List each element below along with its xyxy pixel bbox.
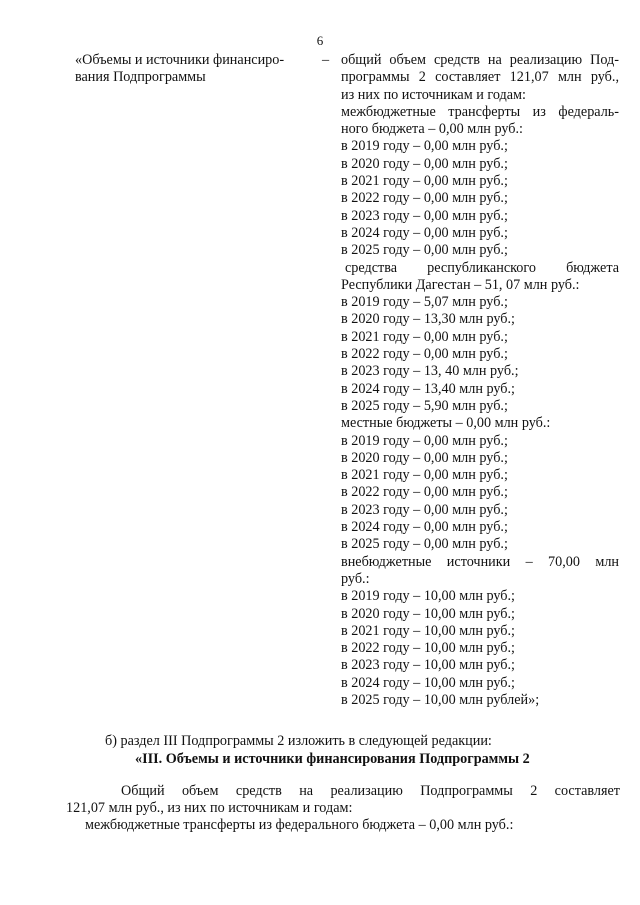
year-line: в 2019 году – 0,00 млн руб.; — [341, 138, 508, 155]
year-line: в 2023 году – 0,00 млн руб.; — [341, 207, 508, 224]
section-paragraph — [66, 782, 620, 835]
extrabudget-years-list — [341, 588, 619, 709]
year-line: в 2023 году – 13, 40 млн руб.; — [341, 363, 519, 380]
federal-total: ного бюджета – 0,00 млн руб.: — [341, 121, 523, 138]
year-line: в 2025 году – 10,00 млн рублей»; — [341, 691, 540, 708]
year-line: в 2021 году – 10,00 млн руб.; — [341, 622, 516, 639]
amendment-instruction: б) раздел III Подпрограммы 2 изложить в следующей редакции: — [105, 733, 492, 749]
year-line: в 2020 году – 10,00 млн руб.; — [341, 605, 516, 622]
year-line: в 2022 году – 0,00 млн руб.; — [341, 190, 508, 207]
year-line: в 2023 году – 10,00 млн руб.; — [341, 657, 516, 674]
year-line: в 2019 году – 5,07 млн руб.; — [341, 294, 508, 311]
total-line: из них по источникам и годам: — [341, 86, 526, 103]
year-line: в 2024 году – 10,00 млн руб.; — [341, 674, 516, 691]
year-line: в 2019 году – 0,00 млн руб.; — [341, 432, 508, 449]
republic-total: Республики Дагестан – 51, 07 млн руб.: — [341, 276, 580, 293]
section-heading: «III. Объемы и источники финансирования Подпрограммы 2 — [135, 751, 530, 768]
year-line: в 2021 году – 0,00 млн руб.; — [341, 328, 508, 345]
federal-header: межбюджетные трансферты из федераль- — [341, 103, 619, 120]
year-line: в 2020 году – 0,00 млн руб.; — [341, 155, 508, 172]
year-line: в 2025 году – 0,00 млн руб.; — [341, 536, 508, 553]
section-body — [66, 733, 620, 834]
year-line: в 2019 году – 10,00 млн руб.; — [341, 588, 516, 605]
left-cell-line: «Объемы и источники финансиро- — [75, 52, 285, 68]
local-total: местные бюджеты – 0,00 млн руб.: — [341, 415, 551, 432]
extrabudget-total: руб.: — [341, 570, 370, 587]
year-line: в 2024 году – 13,40 млн руб.; — [341, 380, 516, 397]
passport-dash: – — [322, 52, 330, 68]
year-line: в 2022 году – 0,00 млн руб.; — [341, 346, 508, 363]
paragraph-first-line: Общий объем средств на реализацию Подпрограммы 2 составляет — [121, 782, 620, 799]
year-line: в 2020 году – 13,30 млн руб.; — [341, 311, 516, 328]
local-years-list — [341, 433, 619, 554]
passport-left-cell — [75, 52, 305, 87]
total-line: общий объем средств на реализацию Под- — [341, 52, 619, 68]
year-line: в 2021 году – 0,00 млн руб.; — [341, 467, 508, 484]
year-line: в 2020 году – 0,00 млн руб.; — [341, 449, 508, 466]
republic-years-list — [341, 294, 619, 415]
republic-header: средства республиканского бюджета — [345, 259, 619, 276]
total-line: программы 2 составляет 121,07 млн руб., — [341, 69, 619, 86]
left-cell-line: вания Подпрограммы — [75, 69, 206, 86]
federal-transfers-line: межбюджетные трансферты из федерального бюджета – 0,00 млн руб.: — [85, 817, 514, 834]
federal-years-list — [341, 138, 619, 259]
year-line: в 2022 году – 0,00 млн руб.; — [341, 484, 508, 501]
year-line: в 2023 году – 0,00 млн руб.; — [341, 501, 508, 518]
year-line: в 2022 году – 10,00 млн руб.; — [341, 640, 516, 657]
passport-right-cell — [341, 52, 619, 709]
year-line: в 2025 году – 0,00 млн руб.; — [341, 242, 508, 259]
paragraph-continuation: 121,07 млн руб., из них по источникам и годам: — [66, 799, 353, 816]
extrabudget-header: внебюджетные источники – 70,00 млн — [341, 553, 619, 570]
year-line: в 2024 году – 0,00 млн руб.; — [341, 519, 508, 536]
page-number: 6 — [316, 33, 324, 48]
year-line: в 2024 году – 0,00 млн руб.; — [341, 224, 508, 241]
year-line: в 2025 году – 5,90 млн руб.; — [341, 397, 508, 414]
year-line: в 2021 году – 0,00 млн руб.; — [341, 173, 508, 190]
